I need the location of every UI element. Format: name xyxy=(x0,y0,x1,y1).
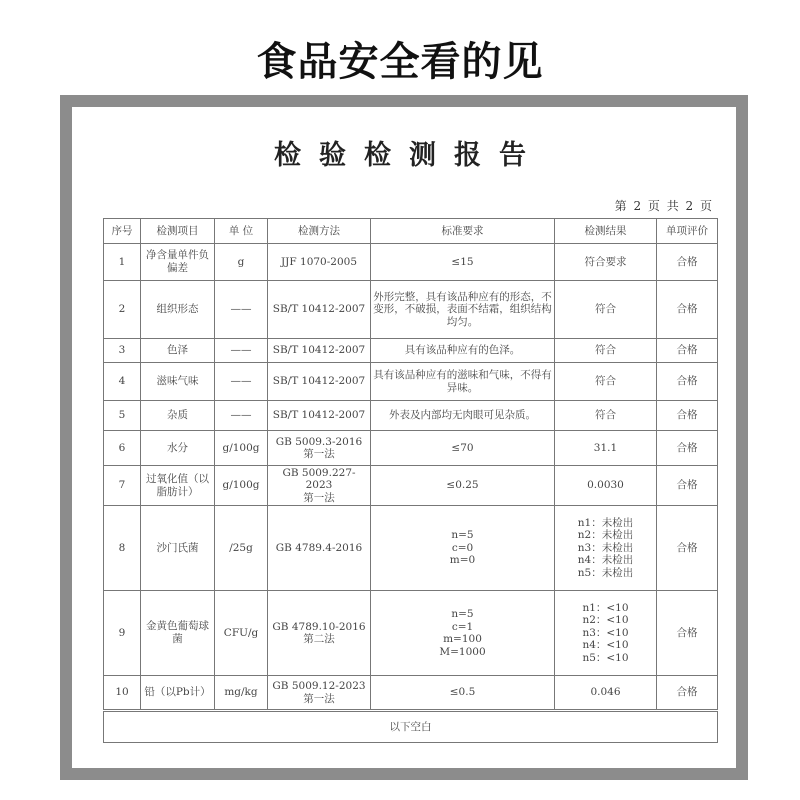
col-header: 单 位 xyxy=(215,219,268,244)
test-method-line: 第二法 xyxy=(303,633,335,645)
col-header: 检测项目 xyxy=(141,219,215,244)
standard-requirement-line: ≤70 xyxy=(451,441,474,454)
row-number: 2 xyxy=(104,281,141,339)
row-number: 9 xyxy=(104,591,141,676)
test-result xyxy=(555,466,657,506)
standard-requirement xyxy=(371,244,555,281)
test-method-line: 第一法 xyxy=(303,448,335,460)
test-result-line: n4：<10 xyxy=(582,639,629,652)
test-method xyxy=(268,401,371,431)
test-result xyxy=(555,401,657,431)
test-result-line: 31.1 xyxy=(593,441,618,454)
item-evaluation: 合格 xyxy=(657,506,718,591)
test-item: 水分 xyxy=(141,431,215,466)
standard-requirement-line: 外表及内部均无肉眼可见杂质。 xyxy=(389,409,536,422)
standard-requirement-line: ≤15 xyxy=(451,255,474,268)
standard-requirement xyxy=(371,281,555,339)
test-item: 色泽 xyxy=(141,339,215,363)
table-row xyxy=(104,363,718,401)
col-header: 标准要求 xyxy=(371,219,555,244)
standard-requirement-line: 外形完整，具有该品种应有的形态，不变形，不破损，表面不结霜，组织结构均匀。 xyxy=(373,290,552,328)
table-header-row xyxy=(104,219,718,244)
unit: —— xyxy=(215,401,268,431)
item-evaluation: 合格 xyxy=(657,676,718,711)
test-result-line: 符合 xyxy=(595,344,616,357)
table-row xyxy=(104,244,718,281)
test-result-line: n1：未检出 xyxy=(577,516,634,529)
page-info: 第 2 页 共 2 页 xyxy=(614,199,712,213)
item-evaluation: 合格 xyxy=(657,281,718,339)
item-evaluation: 合格 xyxy=(657,466,718,506)
unit: mg/kg xyxy=(215,676,268,711)
test-method-line: 第一法 xyxy=(303,491,335,504)
test-method xyxy=(268,591,371,676)
col-header: 检测结果 xyxy=(555,219,657,244)
test-method-line: SB/T 10412-2007 xyxy=(272,344,366,357)
row-number: 6 xyxy=(104,431,141,466)
page-headline: 食品安全看的见 xyxy=(256,39,544,85)
standard-requirement-line: ≤0.5 xyxy=(449,686,476,699)
test-result-line: n2：未检出 xyxy=(577,529,634,542)
test-method xyxy=(268,506,371,591)
test-result-line: n5：<10 xyxy=(582,651,629,664)
row-number: 7 xyxy=(104,466,141,506)
test-result-line: 符合要求 xyxy=(584,255,627,268)
row-number: 3 xyxy=(104,339,141,363)
unit: /25g xyxy=(215,506,268,591)
standard-requirement-line: c=0 xyxy=(451,541,474,554)
test-result-line: 0.046 xyxy=(590,686,621,699)
report-title: 检验检测报告 xyxy=(274,140,544,171)
test-result-line: n1：<10 xyxy=(582,601,629,614)
report-table xyxy=(103,218,718,743)
test-result-line: n5：未检出 xyxy=(577,566,634,579)
test-method-line: GB 4789.10-2016 xyxy=(272,620,366,633)
standard-requirement-line: m=0 xyxy=(449,554,476,567)
test-item: 滋味气味 xyxy=(141,363,215,401)
test-method xyxy=(268,676,371,711)
row-number: 5 xyxy=(104,401,141,431)
test-result xyxy=(555,281,657,339)
table-row xyxy=(104,339,718,363)
item-evaluation: 合格 xyxy=(657,244,718,281)
col-header: 单项评价 xyxy=(657,219,718,244)
test-method xyxy=(268,466,371,506)
standard-requirement-line: n=5 xyxy=(451,529,474,542)
test-result xyxy=(555,676,657,711)
standard-requirement-line: n=5 xyxy=(451,608,474,620)
item-evaluation: 合格 xyxy=(657,339,718,363)
table-row xyxy=(104,506,718,591)
standard-requirement xyxy=(371,339,555,363)
test-method-line: JJF 1070-2005 xyxy=(280,255,358,268)
test-result-line: 符合 xyxy=(595,409,616,422)
test-result xyxy=(555,591,657,676)
unit: —— xyxy=(215,339,268,363)
standard-requirement-line: m=100 xyxy=(443,633,482,645)
table-row xyxy=(104,431,718,466)
standard-requirement xyxy=(371,506,555,591)
test-result xyxy=(555,244,657,281)
standard-requirement xyxy=(371,466,555,506)
test-result xyxy=(555,339,657,363)
unit: g/100g xyxy=(215,431,268,466)
item-evaluation: 合格 xyxy=(657,401,718,431)
standard-requirement xyxy=(371,591,555,676)
test-method-line: SB/T 10412-2007 xyxy=(272,375,366,388)
standard-requirement-line: c=1 xyxy=(451,620,474,633)
standard-requirement xyxy=(371,401,555,431)
test-method xyxy=(268,281,371,339)
test-item: 杂质 xyxy=(141,401,215,431)
test-result xyxy=(555,506,657,591)
test-result-line: n3：未检出 xyxy=(577,541,634,554)
unit: —— xyxy=(215,281,268,339)
row-number: 1 xyxy=(104,244,141,281)
test-result-line: 0.0030 xyxy=(587,479,624,492)
test-method-line: GB 5009.3-2016 xyxy=(275,435,363,448)
test-method-line: 第一法 xyxy=(303,692,335,705)
test-method xyxy=(268,431,371,466)
col-header: 序号 xyxy=(104,219,141,244)
test-result xyxy=(555,431,657,466)
test-item: 过氧化值（以脂肪计） xyxy=(141,466,215,506)
item-evaluation: 合格 xyxy=(657,591,718,676)
test-result-line: n4：未检出 xyxy=(577,554,634,567)
row-number: 10 xyxy=(104,676,141,711)
table-row xyxy=(104,466,718,506)
standard-requirement xyxy=(371,431,555,466)
test-result-line: n3：<10 xyxy=(582,626,629,639)
test-item: 金黄色葡萄球菌 xyxy=(141,591,215,676)
unit: g/100g xyxy=(215,466,268,506)
test-result-line: n2：<10 xyxy=(582,614,629,627)
row-number: 4 xyxy=(104,363,141,401)
test-result-line: 符合 xyxy=(595,375,616,388)
standard-requirement xyxy=(371,363,555,401)
col-header: 检测方法 xyxy=(268,219,371,244)
standard-requirement xyxy=(371,676,555,711)
unit: CFU/g xyxy=(215,591,268,676)
unit: g xyxy=(215,244,268,281)
test-item: 沙门氏菌 xyxy=(141,506,215,591)
unit: —— xyxy=(215,363,268,401)
test-method-line: SB/T 10412-2007 xyxy=(272,303,366,316)
standard-requirement-line: ≤0.25 xyxy=(446,479,479,492)
table-row xyxy=(104,401,718,431)
test-method xyxy=(268,339,371,363)
standard-requirement-line: 具有该品种应有的滋味和气味，不得有异味。 xyxy=(373,369,552,394)
test-method xyxy=(268,363,371,401)
test-item: 净含量单件负偏差 xyxy=(141,244,215,281)
test-method-line: GB 5009.227-2023 xyxy=(282,466,356,492)
table-row xyxy=(104,591,718,676)
test-method-line: GB 5009.12-2023 xyxy=(272,680,366,692)
test-item: 组织形态 xyxy=(141,281,215,339)
table-footer-row xyxy=(104,711,718,743)
row-number: 8 xyxy=(104,506,141,591)
standard-requirement-line: M=1000 xyxy=(439,645,486,658)
table-row xyxy=(104,281,718,339)
standard-requirement-line: 具有该品种应有的色泽。 xyxy=(404,344,521,357)
test-result xyxy=(555,363,657,401)
test-method xyxy=(268,244,371,281)
test-method-line: GB 4789.4-2016 xyxy=(275,541,363,554)
test-result-line: 符合 xyxy=(595,303,616,316)
blank-note: 以下空白 xyxy=(104,711,718,743)
table-row xyxy=(104,676,718,711)
test-method-line: SB/T 10412-2007 xyxy=(272,409,366,422)
test-item: 铅（以Pb计） xyxy=(141,676,215,711)
item-evaluation: 合格 xyxy=(657,363,718,401)
item-evaluation: 合格 xyxy=(657,431,718,466)
